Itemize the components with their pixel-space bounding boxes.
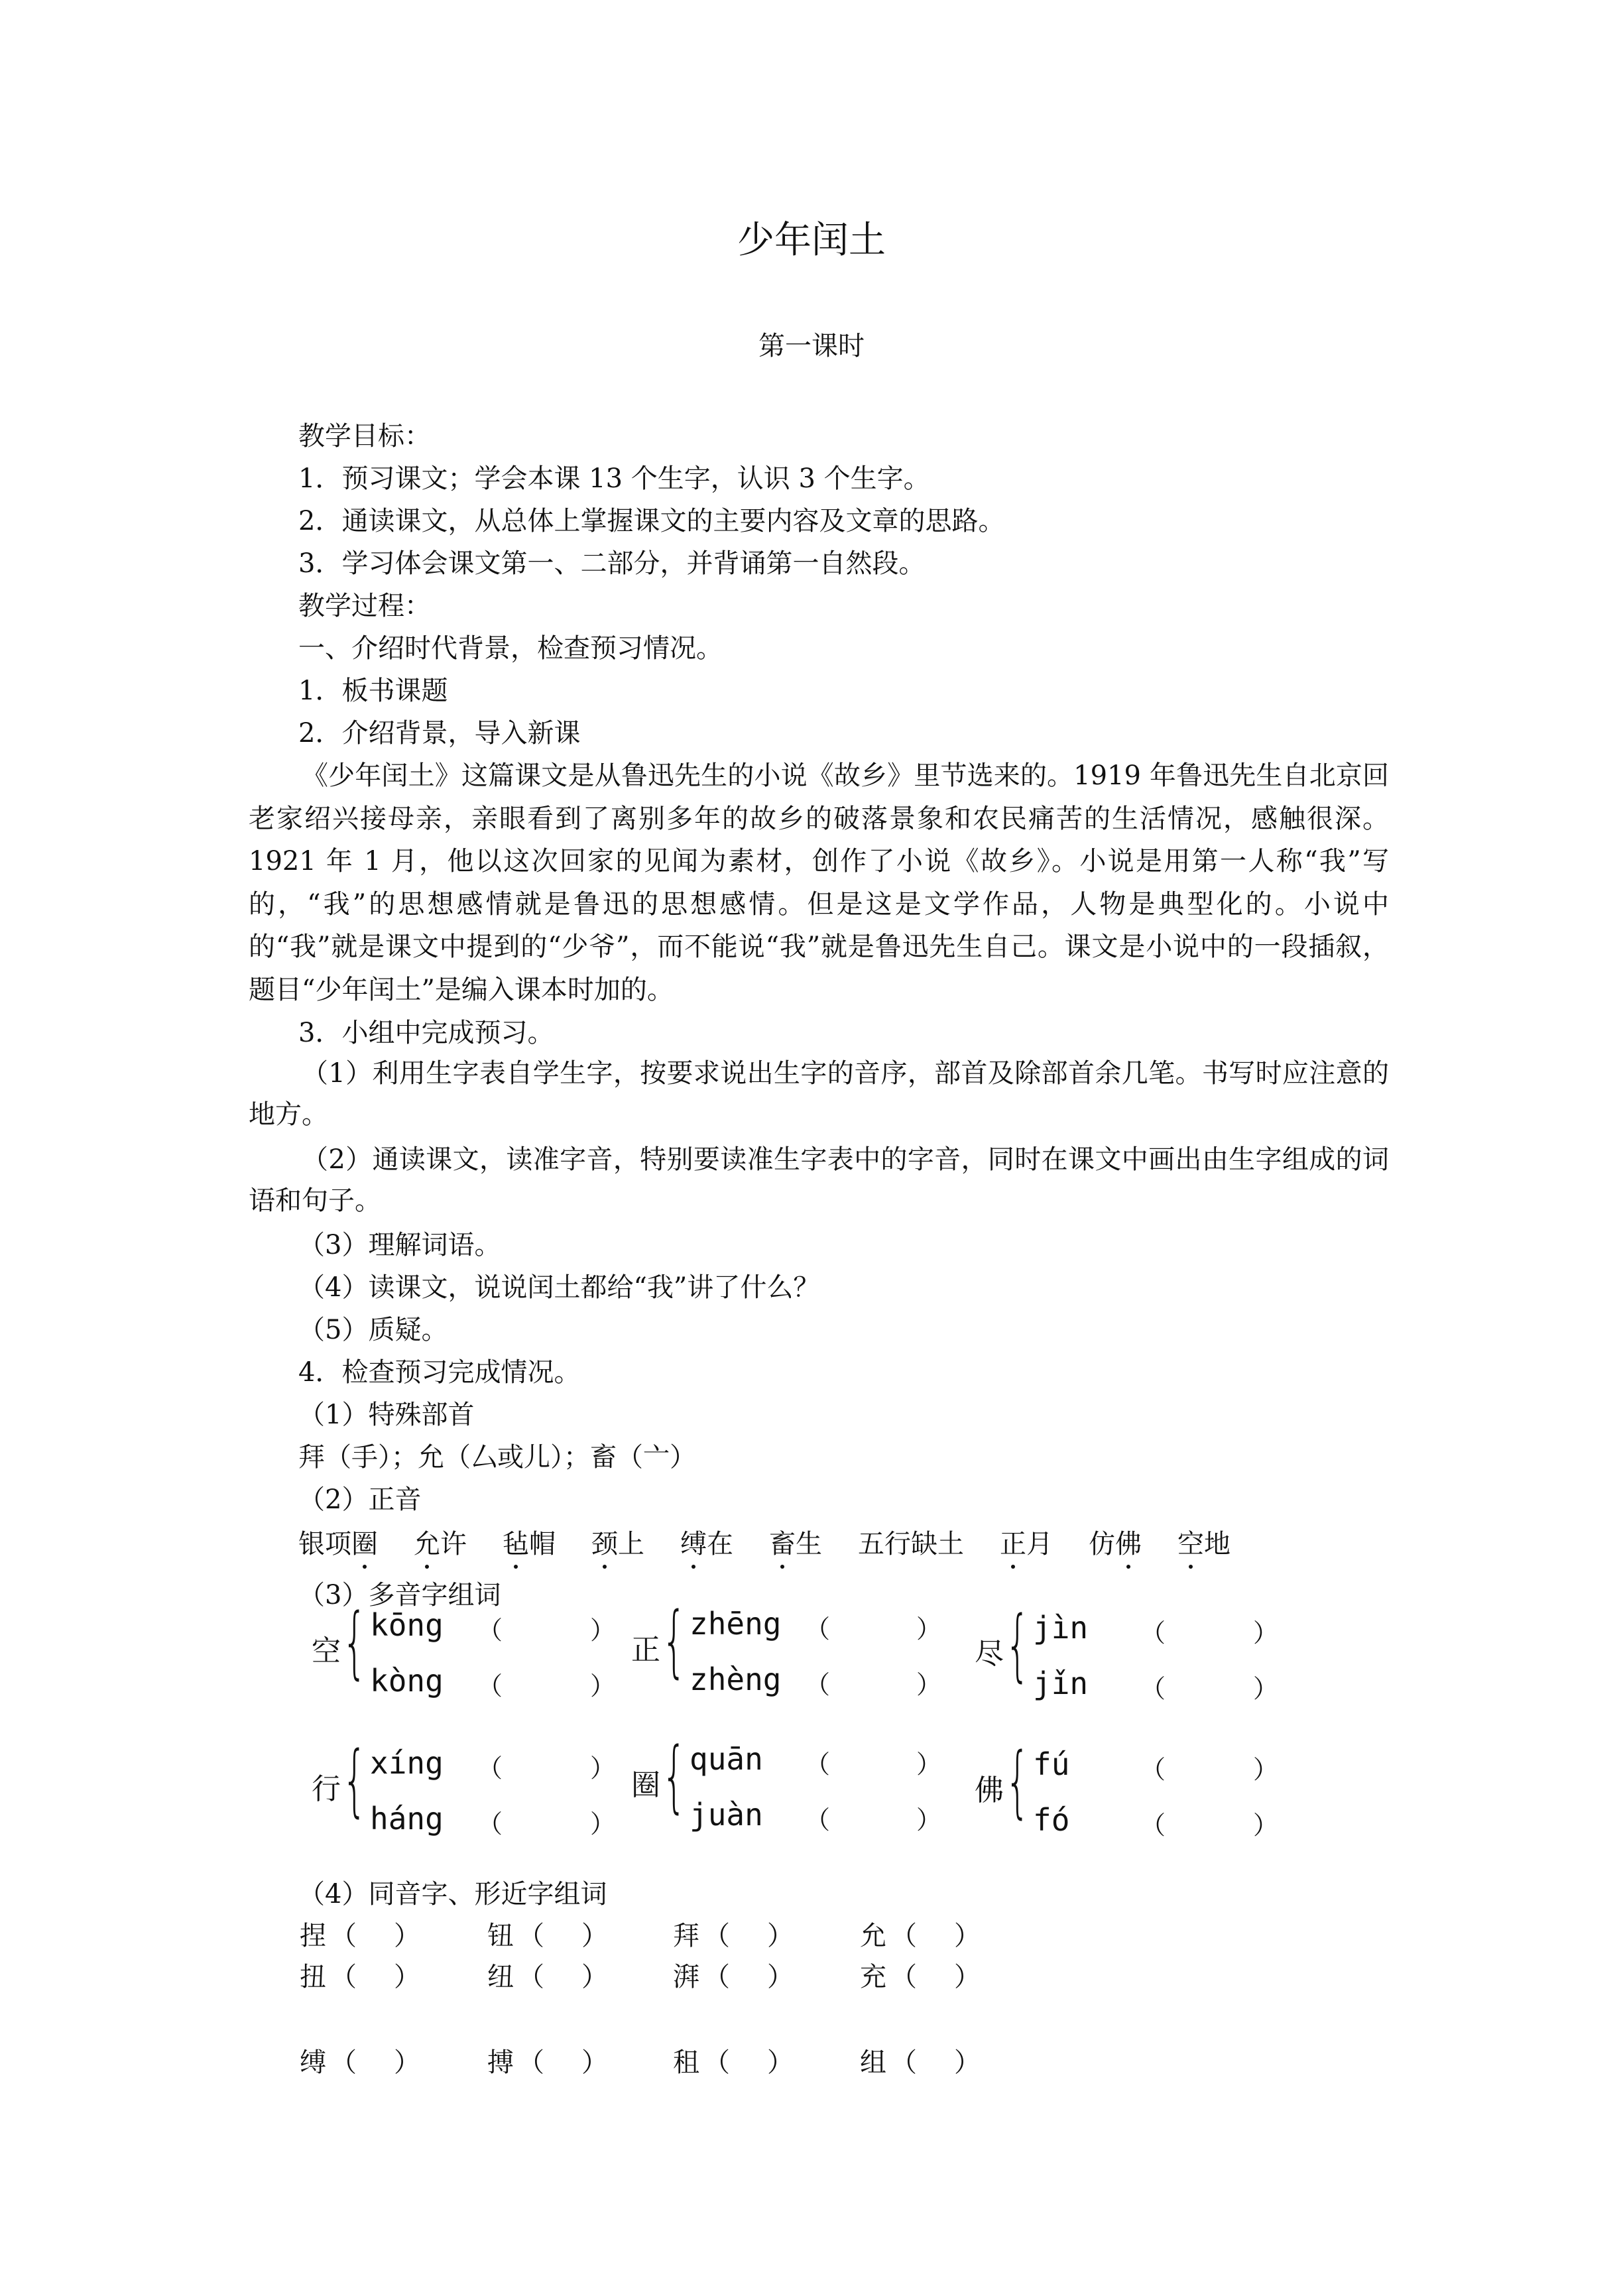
dotted-char: 毡	[503, 1523, 529, 1561]
blank-close: ）	[394, 1921, 420, 1951]
pinyin-reading: jǐn	[1033, 1665, 1089, 1701]
blank-char: 充	[860, 1962, 886, 1992]
blank-open: （	[703, 1962, 730, 1992]
check-1: （1）特殊部首	[298, 1400, 475, 1430]
char-blank	[860, 1956, 981, 1994]
pronunciation-word: 毡帽	[503, 1529, 556, 1559]
blank-close: ）	[394, 2047, 420, 2078]
blank-close: ）	[590, 1616, 616, 1645]
char-blank	[300, 2041, 420, 2079]
sub-step-5: （5）质疑。	[298, 1315, 448, 1345]
blank-close: ）	[581, 1962, 608, 1992]
pronunciation-word: 空地	[1177, 1529, 1231, 1559]
pinyin-reading: quān	[690, 1741, 763, 1777]
lesson-subtitle: 第一课时	[758, 331, 865, 361]
sub-step-2: （2）通读课文，读准字音，特别要读准生字表中的字音，同时在课文中画出由生字组成的词语和句子。	[249, 1144, 1389, 1216]
blank-open: （	[1140, 1618, 1166, 1648]
sub-step-4: （4）读课文，说说闰土都给“我”讲了什么？	[298, 1272, 820, 1303]
blank-char: 捏	[300, 1921, 326, 1951]
blank-close: ）	[1253, 1811, 1279, 1840]
brace-icon: {	[1005, 1735, 1030, 1827]
blank-open: （	[330, 1962, 357, 1992]
brace-icon: {	[1005, 1599, 1030, 1690]
blank-char: 租	[673, 2047, 699, 2078]
blank-char: 搏	[487, 2047, 514, 2078]
goal-3: 3．学习体会课文第一、二部分，并背诵第一自然段。	[298, 548, 926, 579]
brace-icon: {	[662, 1730, 687, 1821]
item-4: 4．检查预习完成情况。	[298, 1357, 581, 1388]
blank-open: （	[805, 1670, 831, 1699]
check-4: （4）同音字、形近字组词	[298, 1879, 607, 1909]
dotted-char: 空	[1177, 1523, 1204, 1561]
item-1: 1．板书课题	[298, 676, 448, 706]
sub-step-1: （1）利用生字表自学生字，按要求说出生字的音序，部首及除部首余几笔。书写时应注意的地方。	[249, 1058, 1389, 1130]
pronunciation-word: 五行缺土	[858, 1529, 964, 1559]
blank-open: （	[805, 1750, 831, 1779]
blank-close: ）	[954, 1962, 981, 1992]
char-blank	[300, 1915, 420, 1953]
blank-close: ）	[954, 1921, 981, 1951]
goal-1: 1．预习课文；学会本课 13 个生字，认识 3 个生字。	[298, 463, 930, 494]
char-blank	[487, 1915, 608, 1953]
blank-open: （	[1140, 1811, 1166, 1840]
pronunciation-word: 仿佛	[1089, 1529, 1142, 1559]
blank-open: （	[330, 1921, 357, 1951]
blank-open: （	[518, 1921, 544, 1951]
blank-open: （	[477, 1754, 503, 1783]
pinyin-reading: xíng	[370, 1745, 444, 1781]
char-blank	[673, 2041, 794, 2079]
pinyin-reading: fó	[1033, 1802, 1070, 1838]
goal-2: 2．通读课文，从总体上掌握课文的主要内容及文章的思路。	[298, 506, 1005, 536]
blank-char: 钮	[487, 1921, 514, 1951]
radicals-line: 拜（手）；允（厶或儿）；畜（亠）	[298, 1442, 696, 1473]
background-paragraph: 《少年闰土》这篇课文是从鲁迅先生的小说《故乡》里节选来的。1919 年鲁迅先生自北京回老家绍兴接母亲，亲眼看到了离别多年的故乡的破落景象和农民痛苦的生活情况，感触很深。1921 年 1 月，他以这次回家的见闻为素材，创作了小说《故乡》。小说是用第一人称“我”写的，“我”的思想感情就是鲁迅的思想感情。但是这是文学作品，人物是典型化的。小说中的“我”就是课文中提到的“少爷”，而不能说“我”就是鲁迅先生自己。课文是小说中的一段插叙，题目“少年闰土”是编入课本时加的。	[249, 760, 1389, 1005]
polyphone-char: 佛	[975, 1774, 1004, 1807]
check-2: （2）正音	[298, 1484, 422, 1515]
pronunciation-word: 颈上	[591, 1529, 644, 1559]
pronunciation-word: 允许	[414, 1529, 467, 1559]
page-title: 少年闰土	[737, 219, 886, 262]
blank-close: ）	[1253, 1755, 1279, 1784]
char-blank	[300, 1956, 420, 1994]
pronunciation-word: 缚在	[680, 1529, 733, 1559]
blank-open: （	[518, 2047, 544, 2078]
brace-icon: {	[662, 1595, 687, 1686]
blank-close: ）	[767, 1962, 794, 1992]
blank-char: 缚	[300, 2047, 326, 2078]
blank-close: ）	[954, 2047, 981, 2078]
pronunciation-words	[298, 1523, 1266, 1561]
sub-step-3: （3）理解词语。	[298, 1230, 501, 1260]
char-blank	[860, 2041, 981, 2079]
dotted-char: 颈	[591, 1523, 618, 1561]
blank-char: 扭	[300, 1962, 326, 1992]
blank-close: ）	[590, 1671, 616, 1701]
blank-open: （	[330, 2047, 357, 2078]
blank-char: 组	[860, 2047, 886, 2078]
item-3: 3．小组中完成预习。	[298, 1018, 554, 1048]
blank-char: 纽	[487, 1962, 514, 1992]
blank-open: （	[703, 2047, 730, 2078]
dotted-char: 佛	[1115, 1523, 1142, 1561]
pinyin-reading: zhèng	[690, 1662, 782, 1697]
blank-close: ）	[916, 1805, 942, 1835]
blank-open: （	[703, 1921, 730, 1951]
dotted-char: 圈	[351, 1523, 378, 1561]
char-blank	[487, 1956, 608, 1994]
polyphone-char: 正	[631, 1633, 660, 1667]
pronunciation-word: 畜生	[769, 1529, 822, 1559]
blank-char: 拜	[673, 1921, 699, 1951]
pinyin-reading: juàn	[690, 1797, 763, 1833]
blank-open: （	[1140, 1755, 1166, 1784]
blank-close: ）	[916, 1750, 942, 1779]
dotted-char: 畜	[769, 1523, 796, 1561]
blank-close: ）	[590, 1809, 616, 1839]
blank-open: （	[1140, 1674, 1166, 1703]
blank-open: （	[890, 1962, 917, 1992]
blank-close: ）	[581, 2047, 608, 2078]
blank-open: （	[477, 1809, 503, 1839]
blank-open: （	[805, 1805, 831, 1835]
dotted-char: 正	[1000, 1523, 1026, 1561]
polyphone-char: 圈	[631, 1768, 660, 1802]
pinyin-reading: jìn	[1033, 1610, 1089, 1646]
blank-close: ）	[767, 1921, 794, 1951]
blank-close: ）	[1253, 1674, 1279, 1703]
blank-char: 湃	[673, 1962, 699, 1992]
pinyin-reading: kòng	[370, 1663, 444, 1699]
blank-close: ）	[916, 1670, 942, 1699]
polyphone-char: 空	[312, 1634, 341, 1668]
pinyin-reading: fú	[1033, 1746, 1070, 1782]
pinyin-reading: kōng	[370, 1607, 444, 1643]
blank-close: ）	[394, 1962, 420, 1992]
blank-open: （	[805, 1614, 831, 1644]
pinyin-reading: háng	[370, 1801, 444, 1837]
blank-open: （	[477, 1671, 503, 1701]
process-heading: 教学过程：	[298, 591, 431, 621]
blank-close: ）	[916, 1614, 942, 1644]
char-blank	[673, 1956, 794, 1994]
blank-close: ）	[590, 1754, 616, 1783]
blank-close: ）	[1253, 1618, 1279, 1648]
polyphone-char: 行	[312, 1772, 341, 1806]
blank-open: （	[477, 1616, 503, 1645]
blank-close: ）	[581, 1921, 608, 1951]
blank-open: （	[518, 1962, 544, 1992]
brace-icon: {	[342, 1596, 367, 1687]
item-2: 2．介绍背景，导入新课	[298, 718, 581, 749]
dotted-char: 缚	[680, 1523, 707, 1561]
blank-close: ）	[767, 2047, 794, 2078]
pronunciation-word: 银项圈	[298, 1529, 378, 1559]
dotted-char: 允	[414, 1523, 440, 1561]
blank-open: （	[890, 2047, 917, 2078]
step-1: 一、介绍时代背景，检查预习情况。	[298, 633, 723, 664]
pinyin-reading: zhēng	[690, 1606, 782, 1642]
blank-char: 允	[860, 1921, 886, 1951]
char-blank	[487, 2041, 608, 2079]
blank-open: （	[890, 1921, 917, 1951]
goals-heading: 教学目标：	[298, 421, 431, 452]
brace-icon: {	[342, 1734, 367, 1825]
char-blank	[860, 1915, 981, 1953]
polyphone-char: 尽	[975, 1637, 1004, 1671]
char-blank	[673, 1915, 794, 1953]
pronunciation-word: 正月	[1000, 1529, 1053, 1559]
check-3: （3）多音字组词	[298, 1580, 501, 1610]
